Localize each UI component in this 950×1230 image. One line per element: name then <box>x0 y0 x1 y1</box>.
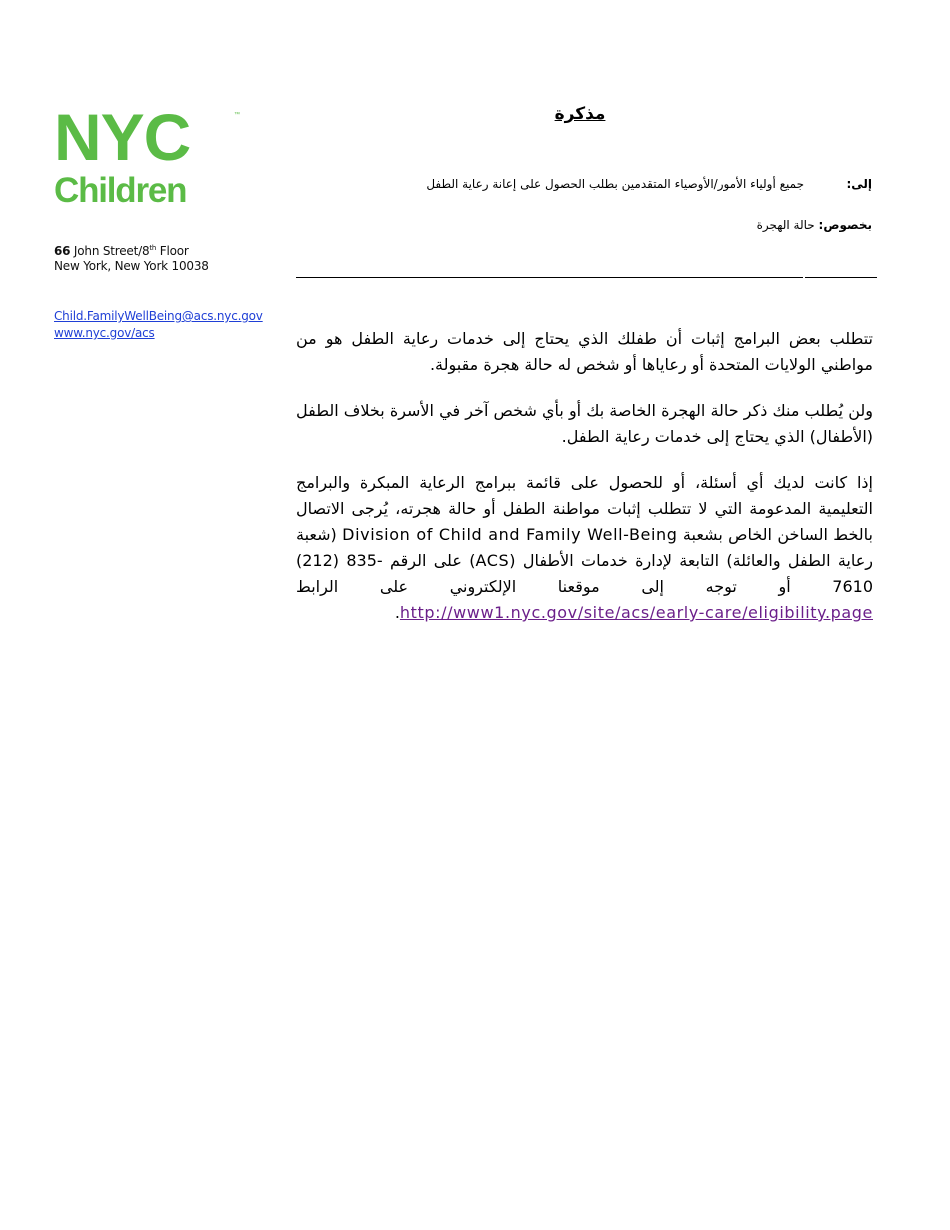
website-link[interactable]: www.nyc.gov/acs <box>54 326 155 340</box>
address-city-line: New York, New York 10038 <box>54 259 209 273</box>
address-street: John Street/8 <box>70 244 150 258</box>
subject-value: حالة الهجرة <box>756 218 815 232</box>
subject-label: بخصوص: <box>818 218 872 232</box>
contact-links <box>54 308 263 342</box>
office-address <box>54 241 209 274</box>
address-ordinal: th <box>149 244 157 252</box>
p3-text-3: ) على الرقم <box>382 551 476 570</box>
header-divider <box>296 277 877 278</box>
memo-title: مذكرة <box>554 104 606 124</box>
logo-children-text: Children <box>54 171 187 210</box>
email-link[interactable]: Child.FamilyWellBeing@acs.nyc.gov <box>54 309 263 323</box>
address-street-line <box>54 241 209 259</box>
nyc-children-logo <box>54 100 244 210</box>
address-number: 66 <box>54 244 71 258</box>
logo-trademark: ™ <box>234 112 240 118</box>
p3-end: . <box>394 603 400 622</box>
subject-line <box>757 218 872 232</box>
logo-nyc-text: NYC <box>54 100 191 174</box>
address-floor: Floor <box>156 244 189 258</box>
to-label: إلى: <box>846 177 872 191</box>
divider-gap <box>803 273 805 281</box>
acs-abbrev: ACS <box>475 551 510 570</box>
memo-body <box>296 326 873 646</box>
division-name: Division of Child and Family Well-Being <box>342 525 678 544</box>
p3-text-2: (شعبة رعاية الطفل والعائلة) التابعة لإدارة خدمات الأطفال ( <box>296 525 874 570</box>
body-paragraph-2: ولن يُطلب منك ذكر حالة الهجرة الخاصة بك أو بأي شخص آخر في الأسرة بخلاف الطفل (الأطفال) الذي يحتاج إلى خدمات رعاية الطفل. <box>296 401 873 446</box>
body-paragraph-1: تتطلب بعض البرامج إثبات أن طفلك الذي يحتاج إلى خدمات رعاية الطفل هو من مواطني الولايات المتحدة أو رعاياها أو شخص له حالة هجرة مقبولة. <box>296 329 873 374</box>
phone-number: (212) 835-7610 <box>296 551 873 596</box>
p3-text-1: إذا كانت لديك أي أسئلة، أو للحصول على قائمة ببرامج الرعاية المبكرة والبرامج التعليمية المدعومة التي لا تتطلب إثبات مواطنة الطفل أو حالة هجرته، يُرجى الاتصال بالخط الساخن الخاص بشعبة <box>296 473 873 544</box>
to-value: جميع أولياء الأمور/الأوصياء المتقدمين بطلب الحصول على إعانة رعاية الطفل <box>426 177 804 191</box>
body-paragraph-3 <box>296 470 873 626</box>
p3-text-4: أو توجه إلى موقعنا الإلكتروني على الرابط <box>296 577 833 596</box>
eligibility-link[interactable]: http://www1.nyc.gov/site/acs/early-care/eligibility.page <box>399 603 873 622</box>
